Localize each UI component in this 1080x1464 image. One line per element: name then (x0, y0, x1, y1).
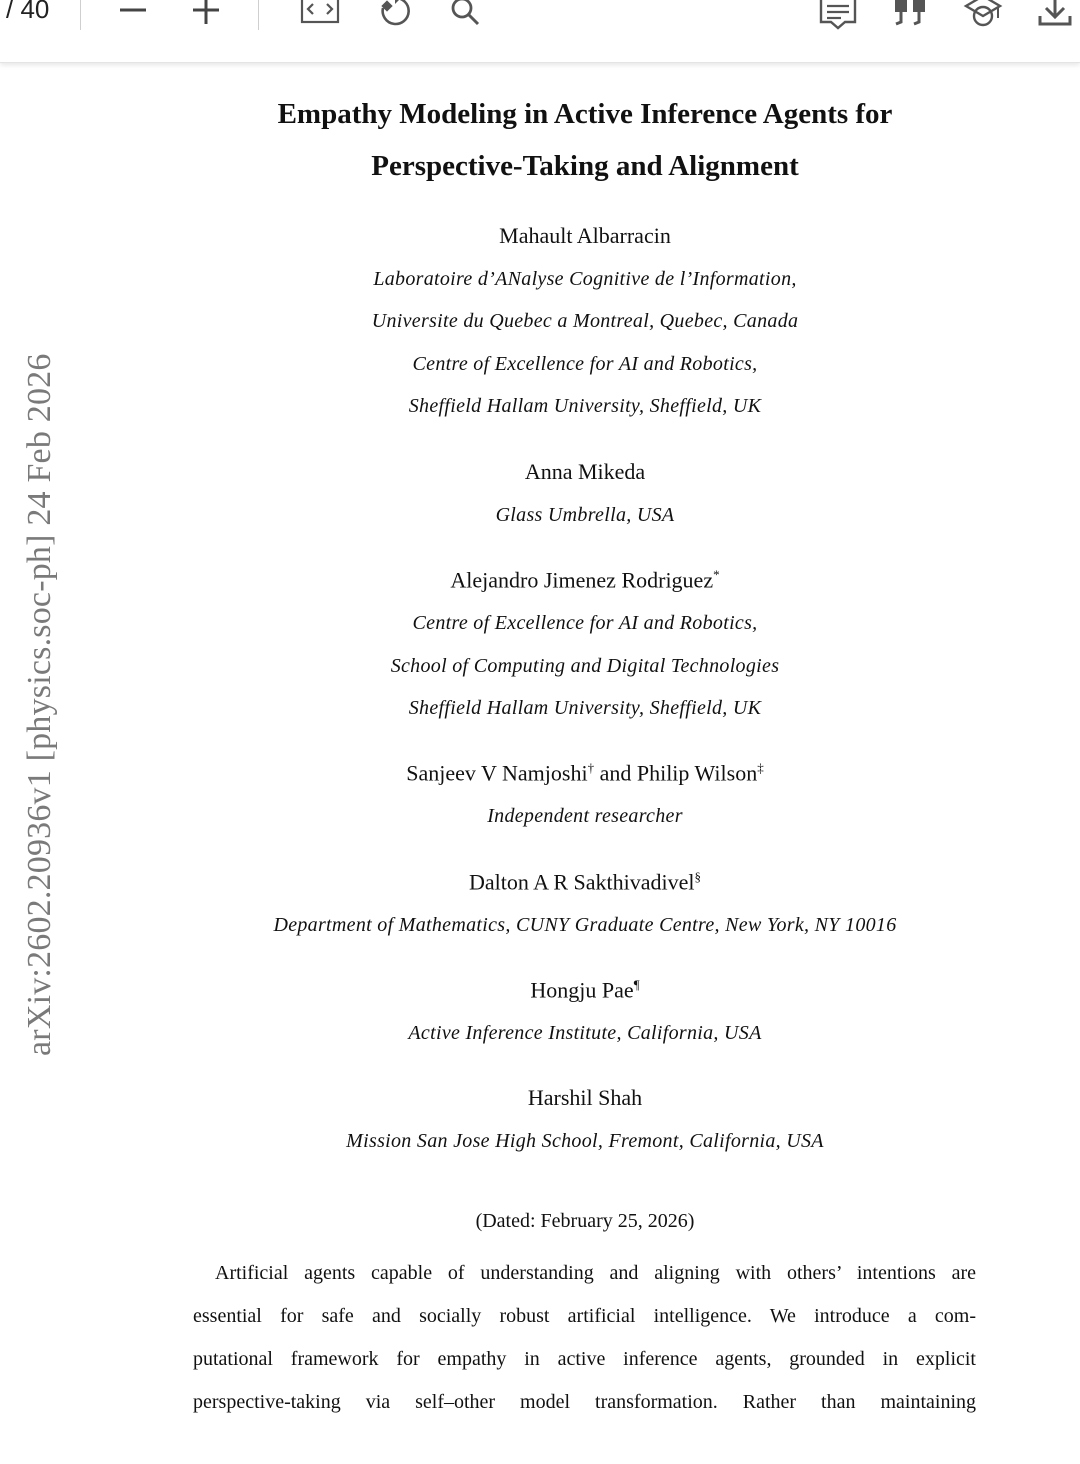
pdf-page (0, 64, 1080, 1464)
author-name: Alejandro Jimenez Rodriguez* (450, 567, 720, 593)
author-name: Hongju Pae¶ (530, 977, 640, 1003)
author-name: Dalton A R Sakthivadivel§ (469, 869, 701, 895)
pdf-toolbar (0, 0, 1080, 63)
download-button[interactable] (1032, 0, 1078, 36)
author-affiliation: Universite du Quebec a Montreal, Quebec, Canada (371, 310, 799, 332)
minus-icon (110, 0, 156, 36)
cite-button[interactable] (887, 0, 933, 36)
toolbar-divider (258, 0, 259, 30)
paper-title-line-2: Perspective-Taking and Alignment (371, 150, 799, 182)
search-button[interactable] (441, 0, 487, 36)
author-affiliation: Active Inference Institute, California, USA (408, 1022, 762, 1044)
author-name: Harshil Shah (527, 1085, 643, 1110)
author-affiliation: Laboratoire d’ANalyse Cognitive de l’Information, (373, 268, 797, 290)
author-affiliation: Mission San Jose High School, Fremont, California, USA (346, 1130, 824, 1152)
footnote-mark: ¶ (633, 977, 640, 992)
abstract-line: putational framework for empathy in active inference agents, grounded in explicit (193, 1348, 976, 1370)
dated-line: (Dated: February 25, 2026) (475, 1210, 695, 1232)
footnote-mark: ‡ (757, 760, 764, 775)
author-affiliation: Sheffield Hallam University, Sheffield, UK (408, 395, 762, 417)
plus-icon (183, 0, 229, 36)
rotate-button[interactable] (369, 0, 415, 36)
abstract-line: perspective-taking via self–other model transformation. Rather than maintaining (193, 1391, 976, 1413)
toolbar-divider (80, 0, 81, 30)
comments-button[interactable] (815, 0, 861, 36)
author-affiliation: Sheffield Hallam University, Sheffield, UK (408, 697, 762, 719)
download-icon (1032, 0, 1078, 36)
quote-icon (887, 0, 933, 36)
author-affiliation: Glass Umbrella, USA (495, 504, 675, 526)
author-name: Sanjeev V Namjoshi† and Philip Wilson‡ (406, 760, 764, 786)
footnote-mark: § (694, 869, 701, 884)
paper-title-line-1: Empathy Modeling in Active Inference Agents for (277, 98, 893, 130)
footnote-mark: * (713, 567, 720, 582)
author-affiliation: School of Computing and Digital Technologies (390, 655, 780, 677)
author-affiliation: Department of Mathematics, CUNY Graduate Centre, New York, NY 10016 (273, 914, 897, 936)
abstract-line: Artificial agents capable of understanding and aligning with others’ intentions are (215, 1262, 976, 1284)
author-affiliation: Independent researcher (487, 805, 683, 827)
author-affiliation: Centre of Excellence for AI and Robotics, (412, 353, 758, 375)
fit-width-icon (297, 0, 343, 36)
author-name: Mahault Albarracin (499, 223, 671, 248)
author-affiliation: Centre of Excellence for AI and Robotics, (412, 612, 758, 634)
zoom-out-button[interactable] (110, 0, 156, 36)
author-name: Anna Mikeda (524, 459, 646, 484)
rotate-icon (369, 0, 415, 36)
abstract (193, 1252, 976, 1424)
footnote-mark: † (587, 760, 595, 775)
scholar-icon (960, 0, 1006, 36)
comments-icon (815, 0, 861, 36)
scholar-button[interactable] (960, 0, 1006, 36)
page-count: / 40 (6, 0, 50, 24)
fit-width-button[interactable] (297, 0, 343, 36)
abstract-line: essential for safe and socially robust artificial intelligence. We introduce a com- (193, 1305, 976, 1327)
search-icon (441, 0, 487, 36)
arxiv-stamp: arXiv:2602.20936v1 [physics.soc-ph] 24 Feb 2026 (21, 353, 58, 1056)
zoom-in-button[interactable] (183, 0, 229, 36)
